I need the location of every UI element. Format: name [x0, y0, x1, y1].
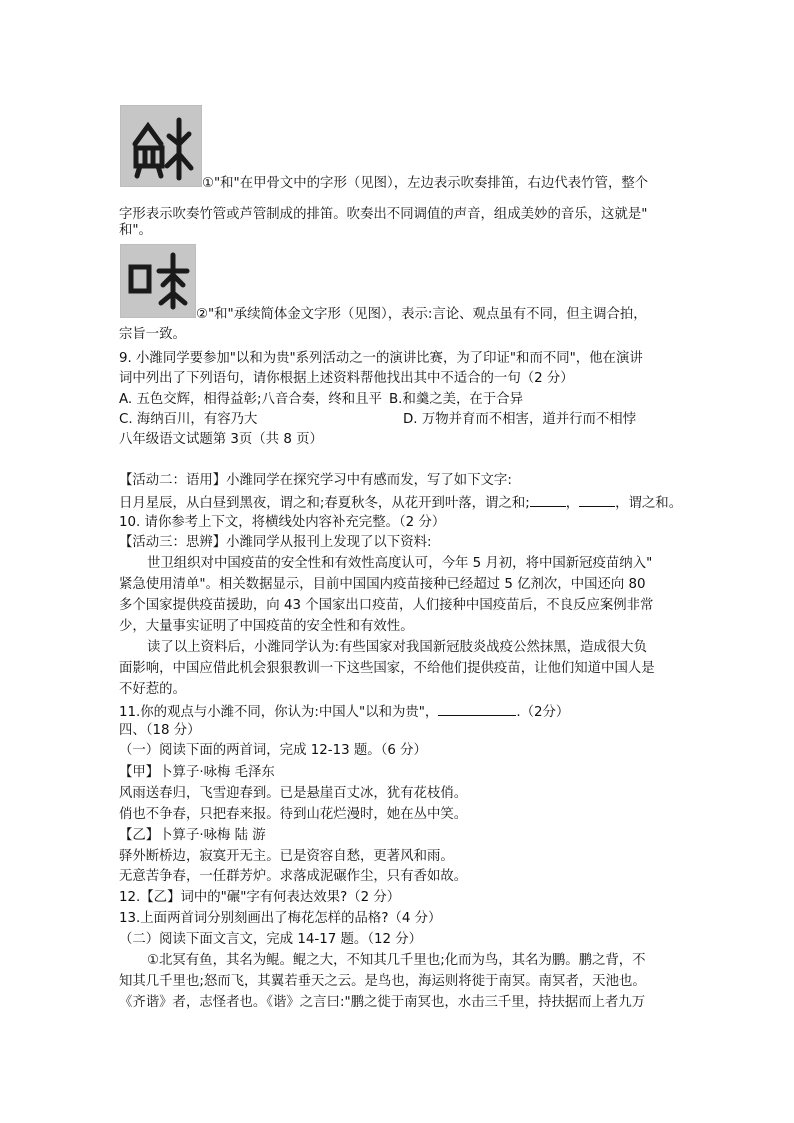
- classical-text-line-1: ①北冥有鱼，其名为鲲。鲲之大，不知其几千里也;化而为鸟，其名为鹏。鹏之背，不: [147, 953, 646, 968]
- activity-3-para-line-4: 少，大量事实证明了中国疫苗的安全性和有效性。: [119, 619, 414, 634]
- activity-3-para-line-2: 紧急使用清单"。相关数据显示，目前中国国内疫苗接种已经超过 5 亿剂次，中国还向 80: [119, 577, 646, 592]
- poem-a-title: 【甲】卜算子·咏梅 毛泽东: [119, 765, 275, 780]
- section-1-line-3: 和"。: [119, 223, 152, 238]
- section-4-heading: 四、（18 分）: [119, 723, 201, 738]
- question-11-points: .（2分）: [516, 705, 570, 720]
- poem-b-title: 【乙】卜算子·咏梅 陆 游: [119, 828, 266, 843]
- question-12: 12.【乙】词中的"碾"字有何表达效果?（2 分）: [119, 890, 401, 905]
- answer-blank-1[interactable]: [530, 493, 566, 507]
- section-1-line-1: ①"和"在甲骨文中的字形（见图），左边表示吹奏排笛，右边代表竹管，整个: [202, 176, 649, 191]
- poem-b-line-2: 无意苦争春，一任群芳炉。求落成泥碾作尘，只有香如故。: [119, 869, 468, 884]
- question-9-line-1: 9. 小潍同学要参加"以和为贵"系列活动之一的演讲比赛，为了印证"和而不同"，他在演讲: [119, 351, 643, 366]
- activity-3-para-line-1: 世卫组织对中国疫苗的安全性和有效性高度认可，今年 5 月初，将中国新冠疫苗纳入": [147, 556, 653, 571]
- section-2-line-2: 宗旨一致。: [119, 327, 186, 342]
- poem-a-line-2: 俏也不争春，只把春来报。待到山花烂漫时，她在丛中笑。: [119, 807, 468, 822]
- activity-3-para-line-6: 面影响，中国应借此机会狠狠教训一下这些国家，不给他们提供疫苗，让他们知道中国人是: [119, 661, 655, 676]
- poem-a-line-1: 风雨送春归，飞雪迎春到。已是悬崖百丈冰，犹有花枝俏。: [119, 786, 468, 801]
- poem-b-line-1: 驿外断桥边，寂寞开无主。已是资容自愁，更著风和雨。: [119, 849, 454, 864]
- activity-2-sentence: [119, 493, 682, 513]
- page-footer: 八年级语文试题第 3页（共 8 页）: [119, 432, 323, 447]
- question-13: 13.上面两首词分别刻画出了梅花怎样的品格?（4 分）: [119, 911, 442, 926]
- question-11-text: 11.你的观点与小潍不同，你认为:中国人"以和为贵"，: [119, 705, 439, 720]
- answer-blank-3[interactable]: [438, 702, 516, 716]
- answer-blank-2[interactable]: [579, 493, 615, 507]
- option-c: C. 海纳百川，有容乃大: [119, 412, 258, 427]
- option-a: A. 五色交辉，相得益彰;八音合奏，终和且平: [119, 392, 382, 407]
- section-2-line-1: ②"和"承续简体金文字形（见图），表示:言论、观点虽有不同，但主调合拍，: [196, 307, 647, 322]
- activity-3-para-line-7: 不好惹的。: [119, 682, 186, 697]
- activity-3-para-line-3: 多个国家提供疫苗援助，向 43 个国家出口疫苗，人们接种中国疫苗后，不良反应案例非常: [119, 598, 654, 613]
- blank-separator: ，: [565, 496, 580, 511]
- activity-2-text-a: 日月星辰，从白昼到黑夜，谓之和;春夏秋冬，从花开到叶落，谓之和;: [119, 496, 530, 511]
- oracle-bone-character-image: [120, 105, 202, 187]
- option-b: B.和羹之美，在于合异: [389, 392, 523, 407]
- activity-2-heading: 【活动二：语用】小潍同学在探究学习中有感而发，写了如下文字:: [119, 473, 512, 488]
- part-1-heading: （一）阅读下面的两首词，完成 12-13 题。（6 分）: [119, 743, 427, 758]
- part-2-heading: （二）阅读下面文言文，完成 14-17 题。（12 分）: [119, 932, 423, 947]
- activity-3-heading: 【活动三：思辨】小潍同学从报刊上发现了以下资料:: [119, 535, 432, 550]
- bronze-script-character-image: [120, 244, 196, 318]
- activity-2-text-b: ，谓之和。: [615, 496, 683, 511]
- question-9-line-2: 词中列出了下列语句，请你根据上述资料帮他找出其中不适合的一句（2 分）: [119, 371, 574, 386]
- question-11: [119, 702, 569, 722]
- activity-3-para-line-5: 读了以上资料后，小潍同学认为:有些国家对我国新冠肢炎战疫公然抹黑，造成很大负: [147, 640, 647, 655]
- classical-text-line-2: 知其几千里也;怒而飞，其翼若垂天之云。是鸟也，海运则将徙于南冥。南冥者，天池也。: [119, 974, 646, 989]
- option-d: D. 万物并育而不相害，道并行而不相悖: [403, 412, 637, 427]
- classical-text-line-3: 《齐谐》者，志怪者也。《谐》之言曰:"鹏之徙于南冥也，水击三千里，持扶据而上者九万: [119, 995, 646, 1010]
- section-1-line-2: 字形表示吹奏竹管或芦管制成的排笛。吹奏出不同调值的声音，组成美妙的音乐，这就是": [119, 207, 648, 222]
- question-10: 10. 请你参考上下文，将横线处内容补充完整。（2 分）: [119, 515, 446, 530]
